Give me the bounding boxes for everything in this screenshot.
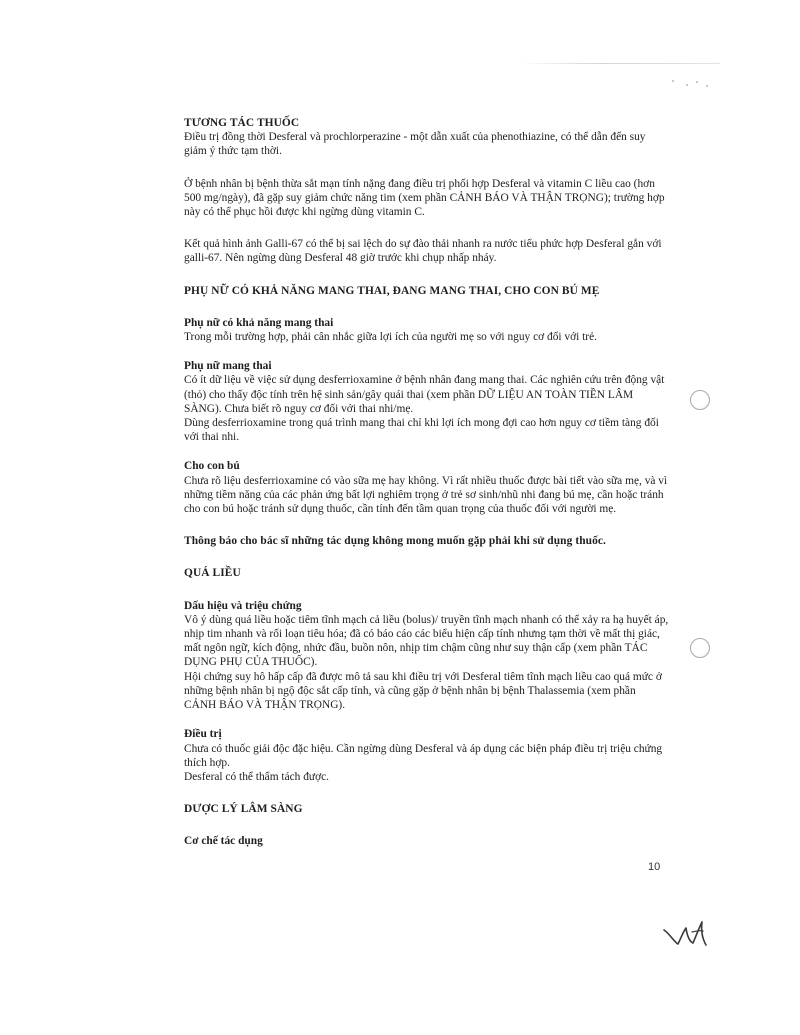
paragraph-breastfeeding: Chưa rõ liệu desferrioxamine có vào sữa mẹ hay không. Vì rất nhiều thuốc được bài tiết vào sữa mẹ, và vì những tiềm năng của các phản ứng bất lợi nghiêm trọng ở trẻ sơ sinh/nhũ nhi đang bú mẹ, cần hoặc tránh cho con bú hoặc tránh sử dụng thuốc, cần tính đến tầm quan trọng của thuốc đối với người mẹ.: [184, 474, 668, 516]
adverse-effect-notice: Thông báo cho bác sĩ những tác dụng không mong muốn gặp phải khi sử dụng thuốc.: [184, 535, 606, 548]
paragraph-interaction-1: Điều trị đồng thời Desferal và prochlorperazine - một dẫn xuất của phenothiazine, có thể dẫn đến suy giảm ý thức tạm thời.: [184, 131, 646, 158]
paragraph-pregnant-2: Dùng desferrioxamine trong quá trình mang thai chỉ khi lợi ích mong đợi cao hơn nguy cơ tiềm tàng đối với thai nhi.: [184, 417, 659, 444]
paragraph-interaction-3: Kết quả hình ảnh Galli-67 có thể bị sai lệch do sự đào thải nhanh ra nước tiểu phức hợp Desferal gắn với galli-67. Nên ngừng dùng Desferal 48 giờ trước khi chụp nhấp nháy.: [184, 238, 662, 265]
handwritten-initials-icon: [662, 918, 712, 954]
paragraph-pregnant-1: Có ít dữ liệu về việc sử dụng desferrioxamine ở bệnh nhân đang mang thai. Các nghiên cứu trên động vật (thỏ) cho thấy độc tính trên hệ sinh sản/gây quái thai (xem phần DỮ LIỆU AN TOÀN TIỀN LÂM SÀNG). Chưa biết rõ nguy cơ đối với thai nhi/mẹ.: [184, 374, 665, 415]
punch-hole-upper: [690, 390, 710, 410]
paragraph-signs-2: Hội chứng suy hô hấp cấp đã được mô tả sau khi điều trị với Desferal tiêm tĩnh mạch liều cao quá mức ở những bệnh nhân bị ngộ độc sắt cấp tính, và cũng gặp ở bệnh nhân bị bệnh Thalassemia (xem phần CẢNH BÁO VÀ THẬN TRỌNG).: [184, 670, 662, 712]
page-number: 10: [648, 861, 661, 873]
header-rule: [520, 63, 720, 64]
subsection-title-treatment: Điều trị: [184, 728, 222, 741]
paragraph-interaction-2: Ở bệnh nhân bị bệnh thừa sắt mạn tính nặng đang điều trị phối hợp Desferal và vitamin C liều cao (hơn 500 mg/ngày), đã gặp suy giảm chức năng tim (xem phần CẢNH BÁO VÀ THẬN TRỌNG); trường hợp này có thể phục hồi được khi ngừng dùng vitamin C.: [184, 177, 665, 219]
section-title-pharmacology: DƯỢC LÝ LÂM SÀNG: [184, 803, 303, 816]
document-body: [184, 116, 669, 849]
section-title-drug-interaction: TƯƠNG TÁC THUỐC: [184, 117, 300, 129]
subsection-title-childbearing: Phụ nữ có khả năng mang thai: [184, 316, 334, 329]
paragraph-childbearing: Trong mỗi trường hợp, phải cân nhắc giữa lợi ích của người mẹ so với nguy cơ đối với trẻ.: [184, 331, 597, 344]
section-title-pregnancy: PHỤ NỮ CÓ KHẢ NĂNG MANG THAI, ĐANG MANG THAI, CHO CON BÚ MẸ: [184, 284, 600, 297]
subsection-title-breastfeeding: Cho con bú: [184, 460, 240, 473]
paragraph-treatment-1: Chưa có thuốc giải độc đặc hiệu. Cần ngừng dùng Desferal và áp dụng các biện pháp điều trị triệu chứng thích hợp.: [184, 742, 663, 769]
scan-specks: [672, 78, 712, 88]
subsection-title-pregnant: Phụ nữ mang thai: [184, 360, 272, 373]
paragraph-treatment-2: Desferal có thể thẩm tách được.: [184, 770, 330, 783]
punch-hole-lower: [690, 638, 710, 658]
subsection-title-signs: Dấu hiệu và triệu chứng: [184, 599, 302, 612]
section-title-overdose: QUÁ LIỀU: [184, 567, 241, 580]
subsection-title-mechanism: Cơ chế tác dụng: [184, 835, 263, 848]
paragraph-signs-1: Vô ý dùng quá liều hoặc tiêm tĩnh mạch cả liều (bolus)/ truyền tĩnh mạch nhanh có thể xảy ra hạ huyết áp, nhịp tim nhanh và rối loạn tiêu hóa; đã có báo cáo các biểu hiện cấp tính nhưng tạm thời về mất thị giác, mất ngôn ngữ, kích động, nhức đầu, buồn nôn, nhịp tim chậm cũng như suy thận cấp (xem phần TÁC DỤNG PHỤ CỦA THUỐC).: [184, 613, 669, 669]
